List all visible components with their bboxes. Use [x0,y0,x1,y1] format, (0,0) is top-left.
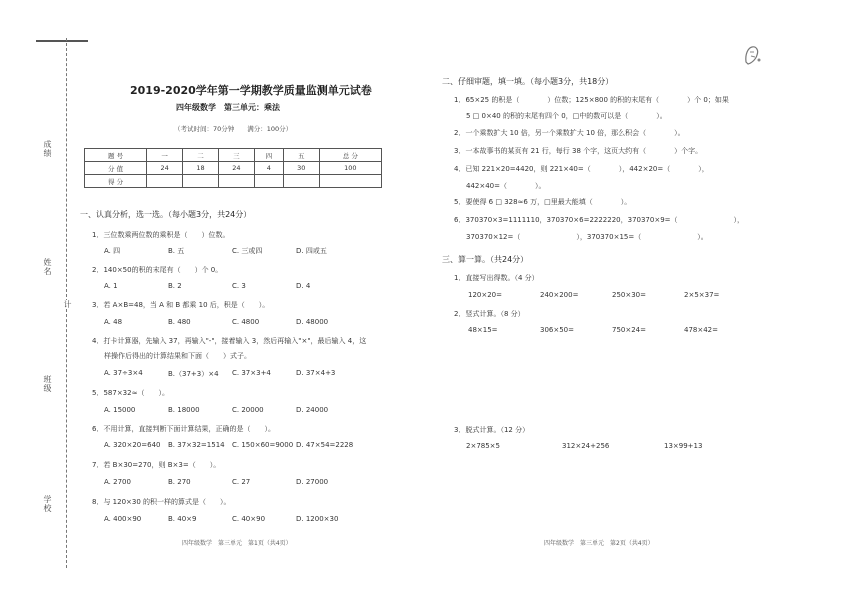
question-6: 6．不用计算，直接判断下面计算结果，正确的是（ ）。 [92,425,275,433]
option: B. 2 [168,282,182,290]
calc-item: 13×99+13 [664,442,703,450]
score-table-score-row [85,175,382,188]
fill-5: 5．要使得 6 □ 328≈6 万，□里最大能填（ ）。 [454,198,632,206]
option: A. 48 [104,318,123,326]
option: B. 480 [168,318,191,326]
option: C. 20000 [232,406,264,414]
option: D. 27000 [296,478,329,486]
stamp-mark-icon [742,44,762,66]
score-blank-cell[interactable] [147,175,183,188]
fill-3: 3．一本故事书的某页有 21 行，每行 38 个字，这页大约有（ ）个字。 [454,147,703,155]
table-cell: 题 号 [85,149,147,162]
calc-item: 250×30= [612,291,646,299]
option: D. 47×54=2228 [296,441,354,449]
binding-label-name: 姓名 [43,258,52,276]
option: B.（37+3）×4 [168,370,219,378]
table-cell: 24 [218,162,254,175]
table-cell: 24 [147,162,183,175]
option: C. 27 [232,478,251,486]
table-cell: 4 [254,162,283,175]
table-cell: 30 [283,162,319,175]
question-2: 2．140×50的积的末尾有（ ）个 0。 [92,266,223,274]
fill-2: 2．一个乘数扩大 10 倍，另一个乘数扩大 10 倍，那么积会（ ）。 [454,129,685,137]
option: A. 2700 [104,478,131,486]
calc-3-heading: 3．脱式计算。（12 分） [454,426,530,434]
question-5: 5．587×32≈（ ）。 [92,389,169,397]
score-blank-cell[interactable] [183,175,219,188]
binding-top-rule [36,40,88,42]
option: B. 五 [168,247,185,255]
question-1: 1．三位数乘两位数的乘积是（ ）位数。 [92,231,230,239]
table-cell: 四 [254,149,283,162]
question-3: 3．若 A×B=48，当 A 和 B 都乘 10 后，积是（ ）。 [92,301,270,309]
binding-label-score: 成绩 [43,140,52,158]
calc-item: 240×200= [540,291,579,299]
option: D. 4 [296,282,311,290]
exam-title: 2019-2020学年第一学期教学质量监测单元试卷 [130,84,372,97]
option: A. 15000 [104,406,136,414]
calc-item: 312×24+256 [562,442,610,450]
score-blank-cell[interactable] [218,175,254,188]
calc-item: 306×50= [540,326,574,334]
table-cell: 100 [319,162,381,175]
score-table-header-row [85,149,382,162]
table-cell: 18 [183,162,219,175]
question-4: 4．打卡计算器，先输入 37，再输入"-"，接着输入 3，然后再输入"×"，最后输入 4，这 [92,337,367,345]
option: D. 48000 [296,318,329,326]
option: D. 37×4+3 [296,369,336,377]
binding-label-school: 学校 [43,495,52,513]
option: D. 1200×30 [296,515,339,523]
fill-1-cont: 5 □ 0×40 的积的末尾有四个 0，□中的数可以是（ ）。 [466,112,667,120]
option: A. 400×90 [104,515,142,523]
page-footer-1: 四年级数学 第三单元 第1页（共4页） [182,540,292,547]
option: D. 四或五 [296,247,327,255]
table-cell: 得 分 [85,175,147,188]
option: B. 270 [168,478,191,486]
binding-label-class: 班级 [43,375,52,393]
calc-item: 2×785×5 [466,442,500,450]
table-cell: 二 [183,149,219,162]
option: A. 37÷3×4 [104,369,143,377]
option: C. 37×3+4 [232,369,271,377]
score-blank-cell[interactable] [283,175,319,188]
option: C. 4800 [232,318,260,326]
option: A. 1 [104,282,118,290]
question-7: 7．若 B×30=270，则 B×3=（ ）。 [92,461,221,469]
table-cell: 分 值 [85,162,147,175]
option: C. 40×90 [232,515,266,523]
section-1-heading: 一、认真分析，选一选。（每小题3分，共24分） [80,210,252,219]
fill-6-cont: 370370×12=（ ），370370×15=（ ）。 [466,233,708,241]
option: B. 40×9 [168,515,197,523]
calc-item: 750×24= [612,326,646,334]
question-4-cont: 样操作后得出的计算结果和下面（ ）式子。 [104,352,251,360]
table-cell: 一 [147,149,183,162]
fill-6: 6．370370×3=1111110，370370×6=2222220，370370×9=（ ）， [454,216,745,224]
table-cell: 总 分 [319,149,381,162]
table-cell: 五 [283,149,319,162]
calc-2-heading: 2．竖式计算。（8 分） [454,310,525,318]
calc-1-heading: 1．直接写出得数。（4 分） [454,274,539,282]
binding-label-ji: 计 [63,300,72,309]
option: C. 150×60=9000 [232,441,294,449]
option: B. 37×32=1514 [168,441,225,449]
score-table-value-row [85,162,382,175]
calc-item: 478×42= [684,326,718,334]
calc-item: 2×5×37= [684,291,720,299]
option: C. 3 [232,282,246,290]
option: A. 四 [104,247,121,255]
option: D. 24000 [296,406,329,414]
score-blank-cell[interactable] [319,175,381,188]
fill-4-cont: 442×40=（ ）。 [466,182,546,190]
exam-subtitle: 四年级数学 第三单元：乘法 [176,103,280,112]
option: B. 18000 [168,406,200,414]
table-cell: 三 [218,149,254,162]
exam-info: （考试时间：70分钟 满分：100分） [174,125,293,133]
fill-4: 4．已知 221×20=4420，则 221×40=（ ），442×20=（ ）， [454,165,709,173]
option: C. 三或四 [232,247,263,255]
section-2-heading: 二、仔细审题，填一填。（每小题3分，共18分） [442,77,614,86]
option: A. 320×20=640 [104,441,161,449]
calc-item: 48×15= [468,326,498,334]
fill-1: 1．65×25 的积是（ ）位数；125×800 的积的末尾有（ ）个 0；如果 [454,96,729,104]
page-footer-2: 四年级数学 第三单元 第2页（共4页） [544,540,654,547]
section-3-heading: 三、算一算。（共24分） [442,255,529,264]
question-8: 8．与 120×30 的积一样的算式是（ ）。 [92,498,231,506]
score-table [84,148,382,188]
score-blank-cell[interactable] [254,175,283,188]
calc-item: 120×20= [468,291,502,299]
